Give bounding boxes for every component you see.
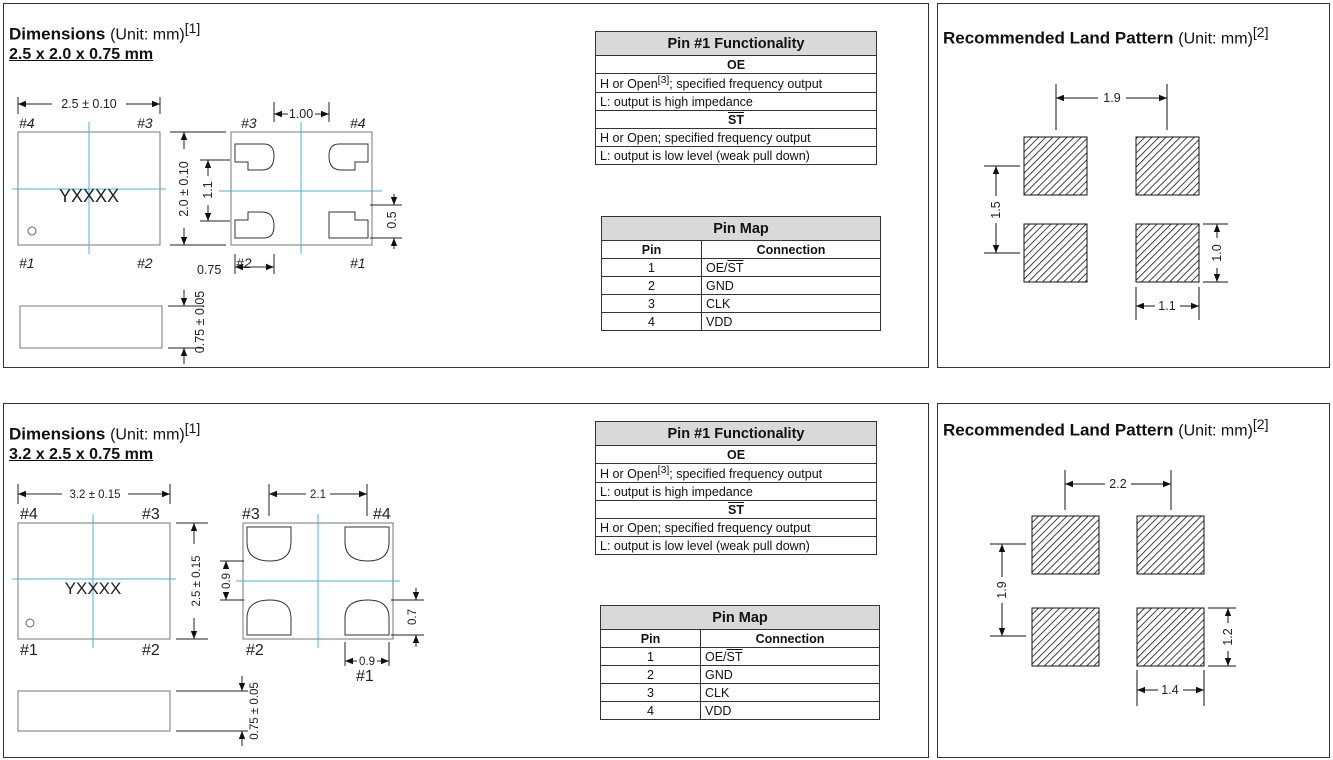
oe-header: OE (596, 446, 877, 464)
bottom-pin1-functionality-table (595, 421, 877, 555)
bottom-view-pin3: #3 (241, 115, 257, 131)
bottom-land-pad-height: 1.2 (1221, 628, 1235, 646)
bottom-land-h-pitch: 2.2 (1109, 477, 1127, 491)
bottom-view-pin4: #4 (350, 115, 366, 131)
connection-column-header: Connection (701, 630, 880, 648)
st-high-row: H or Open; specified frequency output (596, 519, 877, 537)
table-row: 4 VDD (601, 702, 880, 720)
bottom-view-pin1: #1 (350, 255, 366, 271)
table-row: 2 GND (601, 666, 880, 684)
bottom-top-view-pin3: #3 (142, 506, 160, 523)
top-dimensions-panel (3, 3, 929, 368)
bottom-pitch-dimension: 2.1 (310, 489, 326, 501)
bottom-dimensions-title: Dimensions (Unit: mm)[1] (9, 420, 201, 444)
top-pitch-dimension: 1.00 (288, 107, 314, 121)
top-pad-span-dimension: 1.1 (201, 181, 215, 199)
bottom-top-view-pin2: #2 (142, 642, 160, 659)
oe-high-row: H or Open[3]; specified frequency output (596, 74, 877, 93)
oe-low-row: L: output is high impedance (596, 93, 877, 111)
bottom-pin-map-table (600, 605, 880, 720)
table-title: Pin #1 Functionality (596, 32, 877, 56)
pin-column-header: Pin (602, 241, 702, 259)
top-land-pad-height: 1.0 (1210, 244, 1224, 262)
top-pad-width-dimension: 0.75 (197, 263, 222, 277)
top-view-pin2: #2 (137, 255, 153, 271)
top-package-size: 2.5 x 2.0 x 0.75 mm (9, 46, 154, 63)
oe-header: OE (596, 56, 877, 74)
table-row: 1 $OE/\overline{ST}$ (601, 648, 880, 666)
bottom-pad-width-dimension: 0.9 (359, 656, 375, 668)
st-low-row: L: output is low level (weak pull down) (596, 147, 877, 165)
bottom-land-pattern-panel (937, 403, 1330, 758)
bottom-top-view-pin4: #4 (20, 506, 38, 523)
bottom-dimensions-panel (3, 403, 929, 758)
top-dimensions-title: Dimensions (Unit: mm)[1] (9, 20, 201, 44)
top-view-pin4: #4 (19, 115, 35, 131)
bottom-pad-gap-v-dimension: 0.9 (221, 573, 233, 589)
bottom-land-pattern-drawing (938, 404, 1331, 759)
oe-low-row: L: output is high impedance (596, 483, 877, 501)
top-pin-map-table (601, 216, 881, 331)
bottom-top-view-pin1: #1 (20, 642, 38, 659)
st-high-row: H or Open; specified frequency output (596, 129, 877, 147)
bottom-marking: YXXXX (64, 579, 122, 598)
top-width-dimension: 2.5 ± 0.10 (61, 97, 117, 111)
pin-column-header: Pin (601, 630, 701, 648)
table-row: 1 $OE/\overline{ST}$ (602, 259, 881, 277)
oe-high-row: H or Open[3]; specified frequency output (596, 464, 877, 483)
bottom-bottom-view-pin1: #1 (356, 668, 374, 685)
top-land-pattern-drawing (938, 4, 1331, 369)
table-row: 4 VDD (602, 313, 881, 331)
bottom-height-dimension: 2.5 ± 0.15 (191, 555, 203, 607)
bottom-land-pad-width: 1.4 (1161, 683, 1179, 697)
st-header: $\overline{ST}$ (728, 502, 744, 517)
pin-map-title: Pin Map (602, 217, 881, 241)
pin-map-title: Pin Map (601, 606, 880, 630)
table-row: 3 CLK (601, 684, 880, 702)
top-land-pattern-title: Recommended Land Pattern (Unit: mm)[2] (943, 24, 1269, 48)
bottom-bottom-view-pin3: #3 (242, 506, 260, 523)
top-land-pad-width: 1.1 (1158, 299, 1176, 313)
top-view-pin3: #3 (137, 115, 153, 131)
connection-column-header: Connection (702, 241, 881, 259)
bottom-bottom-view-pin4: #4 (373, 506, 391, 523)
top-view-pin1: #1 (19, 255, 35, 271)
bottom-bottom-view-pin2: #2 (246, 642, 264, 659)
bottom-land-pattern-title: Recommended Land Pattern (Unit: mm)[2] (943, 416, 1269, 440)
top-marking: YXXXX (58, 186, 120, 206)
bottom-pad-height-dimension: 0.7 (407, 609, 419, 625)
table-row: 3 CLK (602, 295, 881, 313)
bottom-package-size: 3.2 x 2.5 x 0.75 mm (9, 446, 154, 463)
top-thickness-dimension: 0.75 ± 0.05 (193, 290, 207, 354)
bottom-land-v-pitch: 1.9 (995, 581, 1009, 599)
top-land-h-pitch: 1.9 (1103, 91, 1121, 105)
bottom-thickness-dimension: 0.75 ± 0.05 (249, 682, 261, 740)
st-low-row: L: output is low level (weak pull down) (596, 537, 877, 555)
st-header: $\overline{ST}$ (728, 112, 744, 127)
bottom-view-pin2: #2 (236, 255, 252, 271)
table-title: Pin #1 Functionality (596, 422, 877, 446)
top-pad-gap-dimension: 0.5 (385, 211, 399, 229)
bottom-width-dimension: 3.2 ± 0.15 (69, 489, 121, 501)
top-land-v-pitch: 1.5 (989, 201, 1003, 219)
top-pin1-functionality-table (595, 31, 877, 165)
top-land-pattern-panel (937, 3, 1330, 368)
table-row: 2 GND (602, 277, 881, 295)
top-height-dimension: 2.0 ± 0.10 (177, 161, 191, 217)
